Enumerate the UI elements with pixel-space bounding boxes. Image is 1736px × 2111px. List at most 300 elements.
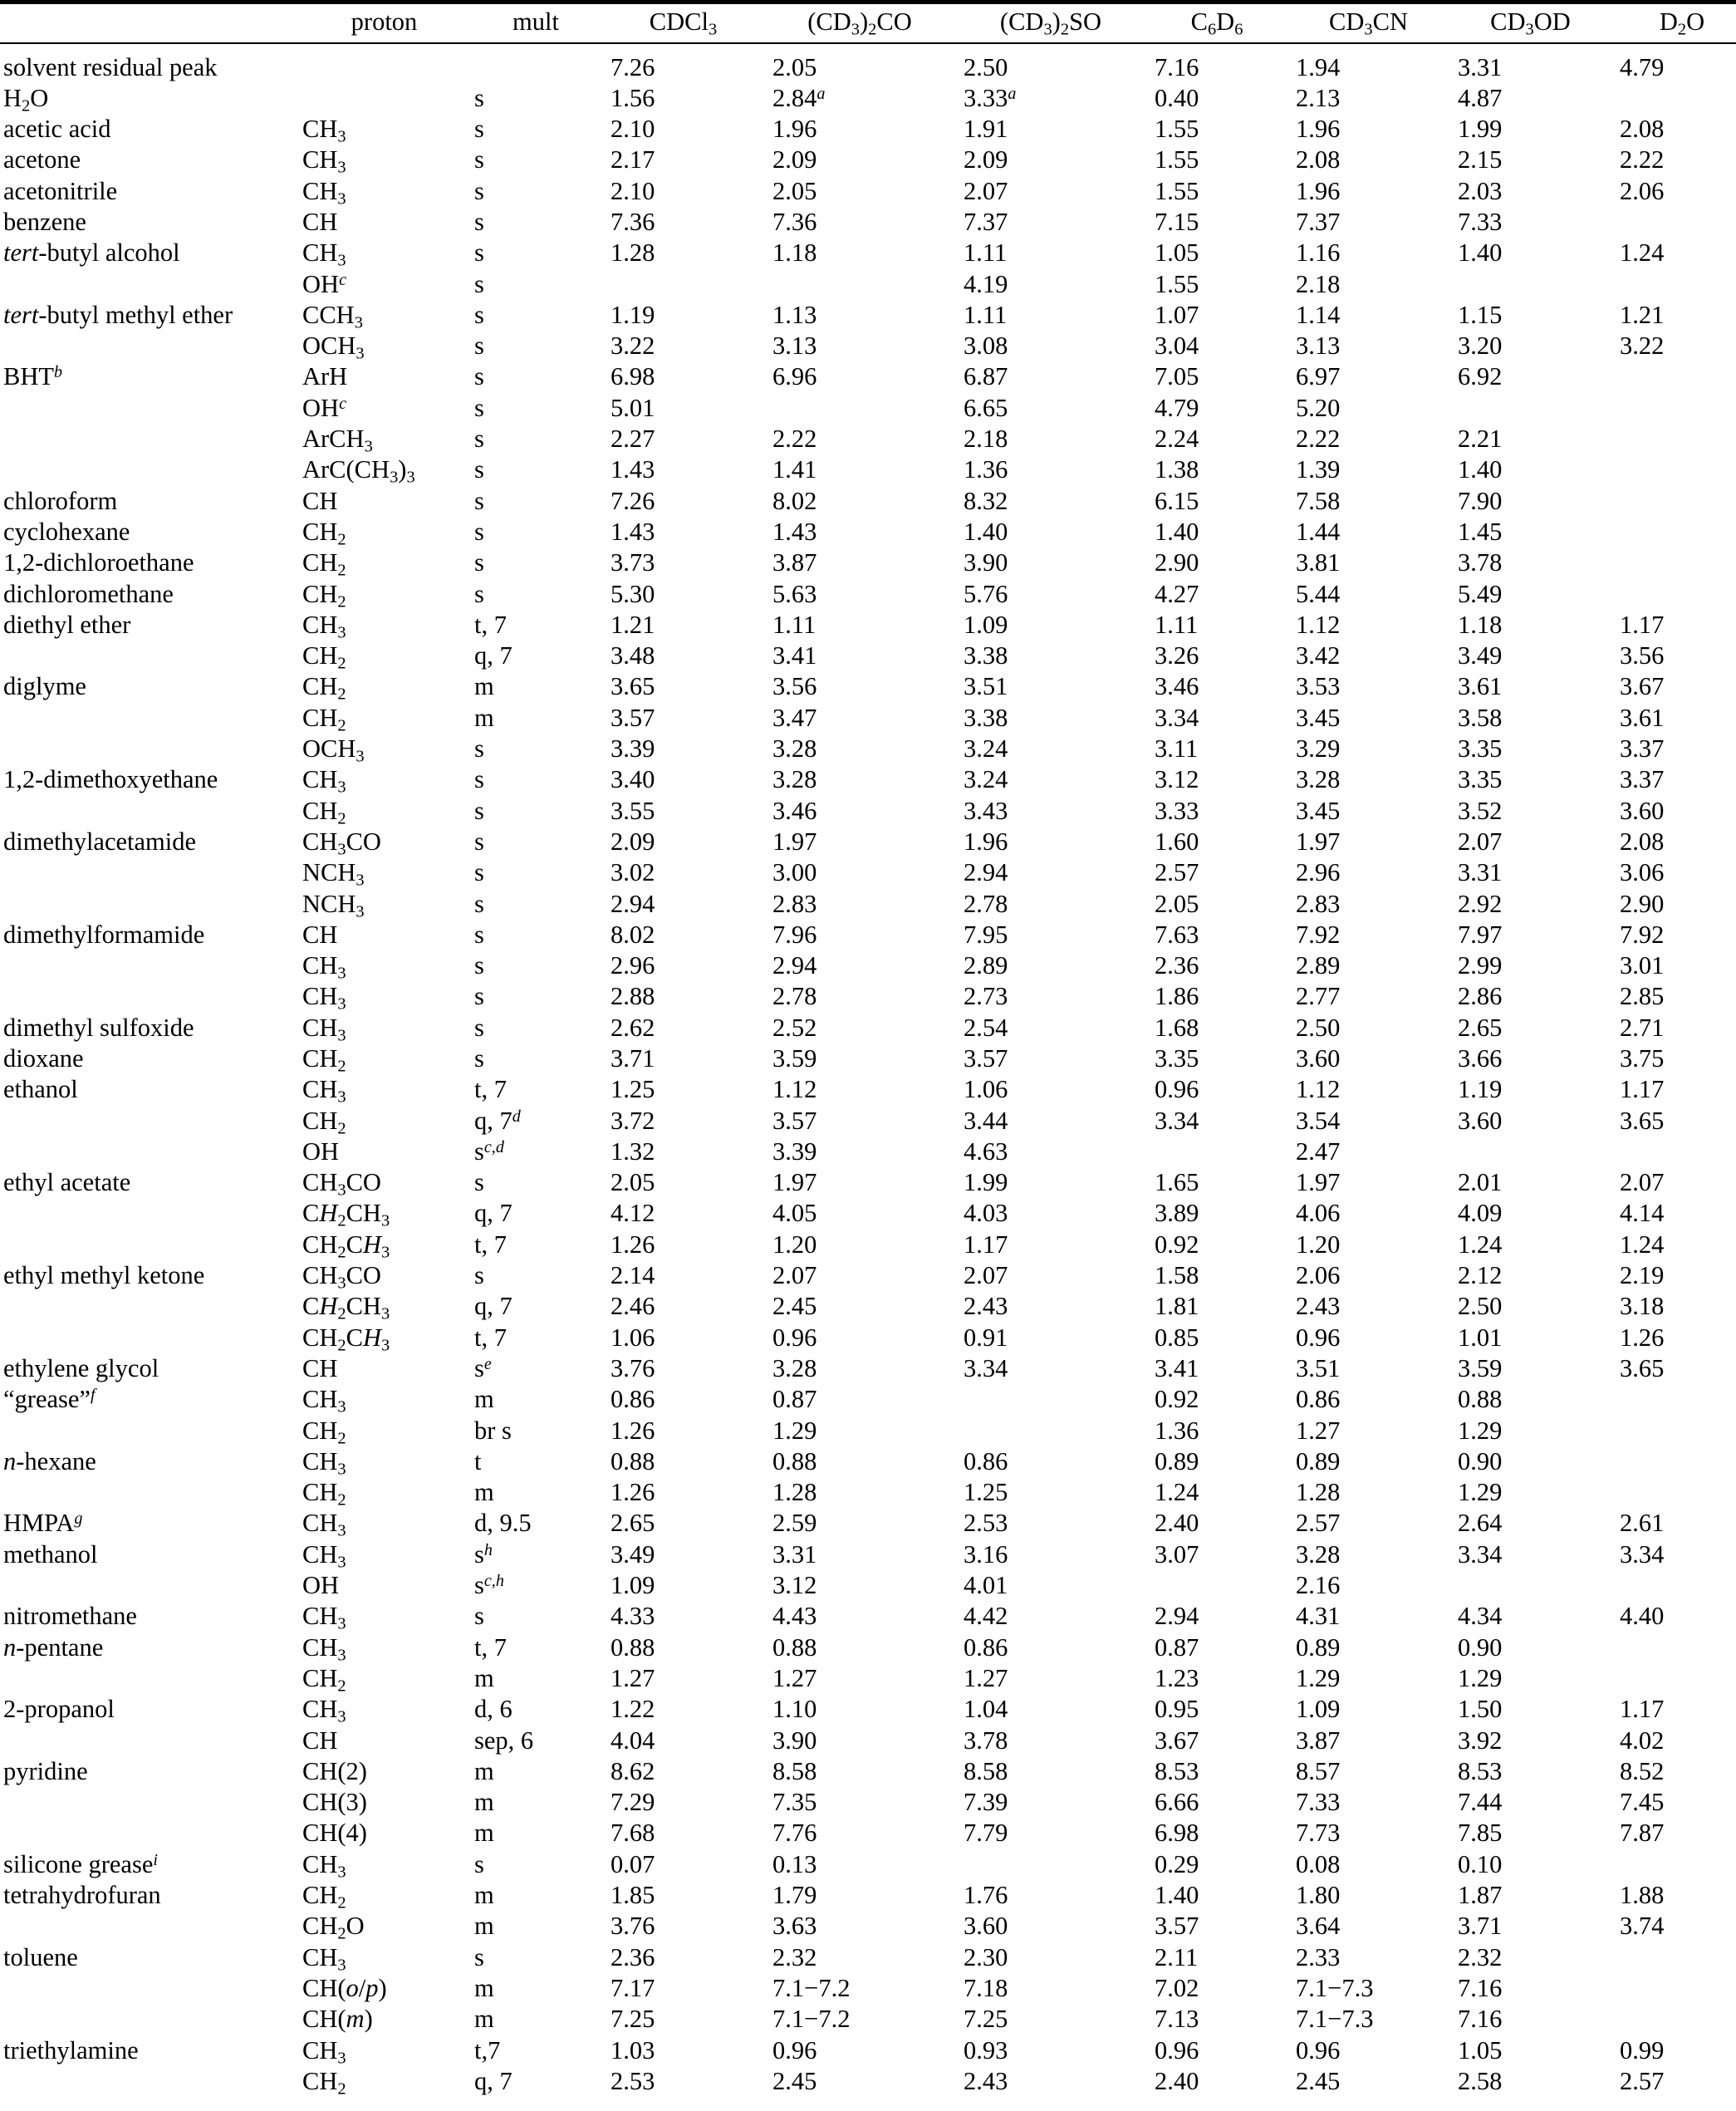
table-row bbox=[0, 767, 1736, 798]
cell-shift-cd32so: 1.96 bbox=[964, 827, 1008, 856]
cell-shift-cd32so: 1.11 bbox=[964, 300, 1008, 329]
cell-shift-d2o: 2.06 bbox=[1620, 176, 1665, 205]
cell-shift-d2o: 4.79 bbox=[1620, 52, 1665, 81]
cell-proton: $CH_3CO$ bbox=[302, 1168, 381, 1200]
cell-proton: $CH_2$ bbox=[302, 517, 346, 549]
column-header-compound bbox=[0, 4, 299, 43]
cell-shift-cd3od: 2.58 bbox=[1458, 2066, 1503, 2095]
cell-shift-cd3cn: 3.60 bbox=[1296, 1044, 1341, 1073]
cell-compound bbox=[0, 1232, 299, 1263]
cell-shift-cd32so: 1.06 bbox=[964, 1075, 1008, 1104]
cell-shift-cd32so: 1.17 bbox=[964, 1230, 1008, 1259]
cell-shift-cd32so: 4.19 bbox=[964, 269, 1008, 298]
cell-shift-c6d6: 7.15 bbox=[1155, 207, 1199, 236]
table-row bbox=[0, 1170, 1736, 1200]
cell-shift-c6d6: 0.29 bbox=[1155, 1849, 1199, 1878]
cell-shift-cdcl3: 2.96 bbox=[611, 951, 655, 980]
cell-shift-cd3cn: 1.09 bbox=[1296, 1695, 1341, 1724]
cell-shift-c6d6: 2.24 bbox=[1155, 425, 1199, 454]
cell-shift-cd32co: 3.28 bbox=[772, 734, 817, 763]
cell-shift-cd32so: 7.79 bbox=[964, 1819, 1008, 1848]
cell-shift-cdcl3: 0.07 bbox=[611, 1849, 655, 1878]
cell-compound bbox=[0, 395, 299, 426]
cell-shift-cd3od: 3.31 bbox=[1458, 858, 1503, 887]
cell-shift-c6d6: 1.65 bbox=[1155, 1168, 1199, 1197]
cell-compound: benzene bbox=[3, 207, 86, 236]
cell-shift-cd32co: 1.20 bbox=[772, 1230, 817, 1259]
cell-shift-d2o bbox=[1611, 2006, 1736, 2037]
cell-shift-cd32co: 0.96 bbox=[772, 1323, 817, 1352]
cell-shift-cdcl3: 7.29 bbox=[611, 1788, 655, 1817]
table-row bbox=[0, 488, 1736, 519]
cell-proton: ArCH$_3$ bbox=[302, 425, 373, 456]
cell-proton: $OH^c$ bbox=[302, 269, 346, 298]
cell-shift-d2o: 0.99 bbox=[1620, 2035, 1665, 2064]
cell-shift-cd3cn: 1.97 bbox=[1296, 1168, 1341, 1197]
cell-multiplicity: s bbox=[474, 889, 484, 918]
cell-shift-cd32co: 7.1−7.2 bbox=[772, 2005, 851, 2034]
cell-shift-c6d6: 3.33 bbox=[1155, 796, 1199, 825]
cell-shift-c6d6: 1.55 bbox=[1155, 145, 1199, 174]
cell-compound bbox=[0, 1325, 299, 1356]
cell-shift-cd3cn: 3.28 bbox=[1296, 765, 1341, 794]
cell-shift-c6d6: 1.58 bbox=[1155, 1261, 1199, 1290]
cell-shift-cd32co: 3.39 bbox=[772, 1137, 817, 1166]
table-row bbox=[0, 1108, 1736, 1139]
cell-shift-cd3cn: 0.89 bbox=[1296, 1446, 1341, 1475]
cell-shift-d2o bbox=[1611, 1480, 1736, 1510]
cell-shift-cd3cn: 5.44 bbox=[1296, 579, 1341, 608]
cell-shift-cd3cn: 0.86 bbox=[1296, 1385, 1341, 1414]
cell-shift-cd32co: 3.63 bbox=[772, 1912, 817, 1941]
table-row bbox=[0, 1820, 1736, 1851]
cell-shift-cdcl3: 3.02 bbox=[611, 858, 655, 887]
cell-proton: CH(3) bbox=[302, 1788, 367, 1817]
cell-shift-cd3od: 2.03 bbox=[1458, 176, 1503, 205]
cell-shift-d2o bbox=[1611, 1976, 1736, 2006]
cell-proton: $CH_3$ bbox=[302, 1075, 346, 1107]
cell-shift-c6d6 bbox=[1146, 1139, 1287, 1170]
cell-shift-cd32so: 3.16 bbox=[964, 1539, 1008, 1569]
table-row bbox=[0, 1666, 1736, 1696]
table-row bbox=[0, 333, 1736, 364]
cell-multiplicity: m bbox=[474, 1663, 494, 1692]
cell-shift-cd32co bbox=[764, 272, 955, 302]
cell-shift-d2o: 2.08 bbox=[1620, 115, 1665, 144]
cell-shift-cd32so: 3.34 bbox=[964, 1353, 1008, 1382]
cell-shift-d2o bbox=[1611, 457, 1736, 488]
cell-compound: ethylene glycol bbox=[3, 1353, 159, 1382]
cell-shift-d2o: 1.21 bbox=[1620, 300, 1665, 329]
cell-shift-cd32co: 2.05 bbox=[772, 176, 817, 205]
cell-shift-c6d6: 2.05 bbox=[1155, 889, 1199, 918]
cell-proton: $CH_3$ bbox=[302, 115, 346, 146]
cell-shift-cd3cn: 2.57 bbox=[1296, 1509, 1341, 1538]
cell-shift-cdcl3: 1.25 bbox=[611, 1075, 655, 1104]
cell-compound: BHT$^b$ bbox=[3, 362, 63, 391]
cell-multiplicity: s bbox=[474, 1044, 484, 1073]
column-header-row bbox=[0, 4, 1736, 43]
cell-shift-d2o bbox=[1611, 209, 1736, 240]
cell-shift-cdcl3: 1.27 bbox=[611, 1663, 655, 1692]
cell-shift-c6d6: 7.13 bbox=[1155, 2005, 1199, 2034]
cell-multiplicity: m bbox=[474, 1788, 494, 1817]
cell-shift-cd3cn: 7.73 bbox=[1296, 1819, 1341, 1848]
cell-compound: pyridine bbox=[3, 1756, 88, 1785]
cell-shift-cd3od: 1.40 bbox=[1458, 238, 1503, 268]
cell-shift-cdcl3: 1.22 bbox=[611, 1695, 655, 1724]
cell-compound: ethyl methyl ketone bbox=[3, 1261, 205, 1290]
cell-shift-cdcl3: 2.53 bbox=[611, 2066, 655, 2095]
cell-multiplicity: d, 9.5 bbox=[474, 1509, 532, 1538]
cell-shift-c6d6: 0.89 bbox=[1155, 1446, 1199, 1475]
cell-shift-c6d6: 2.36 bbox=[1155, 951, 1199, 980]
cell-shift-cd32co: 7.96 bbox=[772, 920, 817, 949]
table-row bbox=[0, 922, 1736, 953]
cell-shift-cd32so: 2.43 bbox=[964, 2066, 1008, 2095]
cell-shift-d2o: 7.87 bbox=[1620, 1819, 1665, 1848]
cell-shift-cd32so: 1.76 bbox=[964, 1881, 1008, 1910]
cell-shift-cd3od: 3.31 bbox=[1458, 52, 1503, 81]
table-row bbox=[0, 1573, 1736, 1603]
cell-shift-cdcl3: 3.22 bbox=[611, 331, 655, 361]
cell-shift-cd32so: 3.57 bbox=[964, 1044, 1008, 1073]
cell-shift-cd32co: 3.12 bbox=[772, 1571, 817, 1600]
cell-multiplicity: s bbox=[474, 486, 484, 515]
cell-shift-c6d6: 3.89 bbox=[1155, 1199, 1199, 1228]
cell-shift-cd3od: 0.10 bbox=[1458, 1849, 1503, 1878]
cell-multiplicity: t, 7 bbox=[474, 1230, 507, 1259]
cell-shift-cd32co: 8.58 bbox=[772, 1756, 817, 1785]
cell-shift-c6d6 bbox=[1146, 1573, 1287, 1603]
cell-shift-c6d6: 3.35 bbox=[1155, 1044, 1199, 1073]
cell-shift-cdcl3: 8.02 bbox=[611, 920, 655, 949]
cell-shift-cdcl3: 7.17 bbox=[611, 1973, 655, 2002]
cell-shift-cd3od: 3.20 bbox=[1458, 331, 1503, 361]
table-row bbox=[0, 736, 1736, 767]
cell-multiplicity: m bbox=[474, 2005, 494, 2034]
cell-shift-cd3od: 1.40 bbox=[1458, 455, 1503, 484]
cell-shift-cd3cn: 3.42 bbox=[1296, 641, 1341, 670]
cell-shift-cd3cn: 1.12 bbox=[1296, 1075, 1341, 1104]
cell-shift-cd3cn: 2.96 bbox=[1296, 858, 1341, 887]
cell-shift-cd32so: 2.09 bbox=[964, 145, 1008, 174]
cell-multiplicity: s bbox=[474, 425, 484, 454]
cell-multiplicity: s bbox=[474, 455, 484, 484]
cell-shift-cdcl3: 0.86 bbox=[611, 1385, 655, 1414]
cell-multiplicity: q, 7$^d$ bbox=[474, 1106, 521, 1135]
cell-shift-cd3cn: 3.13 bbox=[1296, 331, 1341, 361]
cell-shift-cd32co: 3.00 bbox=[772, 858, 817, 887]
cell-shift-cdcl3: 7.25 bbox=[611, 2005, 655, 2034]
cell-shift-cd3cn: 1.29 bbox=[1296, 1663, 1341, 1692]
cell-shift-cdcl3: 2.17 bbox=[611, 145, 655, 174]
cell-compound: silicone grease$^i$ bbox=[3, 1849, 158, 1878]
cell-shift-cd3cn: 1.96 bbox=[1296, 115, 1341, 144]
cell-shift-d2o: 3.18 bbox=[1620, 1292, 1665, 1321]
cell-shift-cd3od: 3.66 bbox=[1458, 1044, 1503, 1073]
cell-proton: $CH_2$ bbox=[302, 1478, 346, 1510]
cell-compound: methanol bbox=[3, 1539, 98, 1569]
cell-shift-cdcl3: 0.88 bbox=[611, 1446, 655, 1475]
cell-shift-cd3cn: 2.13 bbox=[1296, 83, 1341, 112]
cell-shift-cd3cn: 1.28 bbox=[1296, 1478, 1341, 1507]
cell-shift-d2o: 1.24 bbox=[1620, 238, 1665, 268]
cell-shift-c6d6: 1.55 bbox=[1155, 176, 1199, 205]
cell-shift-cd32so: 4.63 bbox=[964, 1137, 1008, 1166]
cell-multiplicity: s bbox=[474, 734, 484, 763]
cell-shift-cd3cn: 1.39 bbox=[1296, 455, 1341, 484]
cell-shift-cdcl3: 3.49 bbox=[611, 1539, 655, 1569]
table-row bbox=[0, 272, 1736, 302]
cell-compound bbox=[0, 1418, 299, 1449]
cell-shift-cd32co bbox=[764, 395, 955, 426]
cell-shift-cd32co: 3.31 bbox=[772, 1539, 817, 1569]
cell-shift-c6d6: 1.11 bbox=[1155, 610, 1199, 639]
cell-shift-cd32so: 5.76 bbox=[964, 579, 1008, 608]
cell-shift-d2o: 3.37 bbox=[1620, 734, 1665, 763]
cell-shift-cd32so: 8.58 bbox=[964, 1756, 1008, 1785]
cell-shift-cd3od: 1.29 bbox=[1458, 1416, 1503, 1445]
cell-shift-d2o bbox=[1611, 364, 1736, 395]
cell-shift-d2o: 1.17 bbox=[1620, 1075, 1665, 1104]
column-header-solvent-methanol-d4: $CD_3OD$ bbox=[1449, 4, 1611, 43]
cell-multiplicity: m bbox=[474, 1973, 494, 2002]
cell-shift-cd32so: 4.01 bbox=[964, 1571, 1008, 1600]
cell-shift-cd3cn: 0.96 bbox=[1296, 2035, 1341, 2064]
cell-shift-cd3od: 3.78 bbox=[1458, 548, 1503, 577]
cell-proton: CH(m) bbox=[302, 2005, 373, 2034]
cell-shift-cdcl3: 3.71 bbox=[611, 1044, 655, 1073]
cell-multiplicity: t, 7 bbox=[474, 1075, 507, 1104]
cell-shift-c6d6: 2.40 bbox=[1155, 2066, 1199, 2095]
cell-shift-cd3cn: 2.50 bbox=[1296, 1013, 1341, 1042]
cell-proton: $CH_3$ bbox=[302, 176, 346, 208]
cell-proton: OH bbox=[302, 1571, 340, 1600]
cell-shift-cd32so bbox=[955, 1418, 1146, 1449]
cell-shift-cd32so: 7.95 bbox=[964, 920, 1008, 949]
cell-shift-cd3od bbox=[1449, 395, 1611, 426]
cell-proton: $CH_3$ bbox=[302, 765, 346, 797]
table-header bbox=[0, 2, 1736, 43]
cell-proton: $CH_2$ bbox=[302, 1106, 346, 1137]
cell-shift-cd3cn: 3.51 bbox=[1296, 1353, 1341, 1382]
table-row bbox=[0, 147, 1736, 178]
cell-compound: diethyl ether bbox=[3, 610, 131, 639]
cell-shift-cd3od: 3.61 bbox=[1458, 672, 1503, 701]
cell-multiplicity: s bbox=[474, 796, 484, 825]
cell-shift-d2o bbox=[1611, 1666, 1736, 1696]
cell-multiplicity: q, 7 bbox=[474, 2066, 512, 2095]
cell-proton bbox=[299, 86, 469, 116]
table-row bbox=[0, 2038, 1736, 2069]
cell-shift-cdcl3: 2.36 bbox=[611, 1942, 655, 1971]
table-row bbox=[0, 1789, 1736, 1820]
cell-shift-cd3cn: 2.77 bbox=[1296, 982, 1341, 1011]
cell-shift-cd3od: 2.99 bbox=[1458, 951, 1503, 980]
cell-shift-cd3cn: 2.47 bbox=[1296, 1137, 1341, 1166]
cell-multiplicity: s bbox=[474, 765, 484, 794]
cell-shift-d2o: 2.85 bbox=[1620, 982, 1665, 1011]
cell-shift-cd32co: 1.10 bbox=[772, 1695, 817, 1724]
cell-shift-cd3od: 2.21 bbox=[1458, 425, 1503, 454]
column-header-mult: mult bbox=[469, 4, 602, 43]
cell-proton: $CH_3$ bbox=[302, 982, 346, 1014]
cell-compound: dimethylacetamide bbox=[3, 827, 197, 856]
cell-shift-cd32so: 3.44 bbox=[964, 1106, 1008, 1135]
cell-compound: ethanol bbox=[3, 1075, 78, 1104]
cell-shift-c6d6: 1.55 bbox=[1155, 115, 1199, 144]
cell-shift-cd32so: 2.07 bbox=[964, 176, 1008, 205]
cell-shift-cdcl3: 2.27 bbox=[611, 425, 655, 454]
cell-multiplicity: s bbox=[474, 1013, 484, 1042]
cell-compound: nitromethane bbox=[3, 1602, 137, 1631]
cell-compound bbox=[0, 860, 299, 891]
cell-shift-d2o bbox=[1611, 488, 1736, 519]
cell-shift-c6d6: 0.40 bbox=[1155, 83, 1199, 112]
cell-compound bbox=[0, 1200, 299, 1231]
cell-shift-d2o bbox=[1611, 1418, 1736, 1449]
cell-compound bbox=[0, 426, 299, 457]
cell-shift-d2o: 4.14 bbox=[1620, 1199, 1665, 1228]
cell-proton: CH bbox=[302, 920, 338, 949]
cell-multiplicity: t bbox=[474, 1446, 482, 1475]
table-row bbox=[0, 1046, 1736, 1077]
table-row bbox=[0, 302, 1736, 333]
cell-multiplicity: s bbox=[474, 393, 484, 422]
column-header-solvent-acetone-d6: $(CD_3)_2CO$ bbox=[764, 4, 955, 43]
cell-shift-cdcl3: 1.26 bbox=[611, 1230, 655, 1259]
cell-shift-d2o bbox=[1611, 1449, 1736, 1480]
cell-shift-cd3od bbox=[1449, 1139, 1611, 1170]
cell-shift-cd32co: 3.57 bbox=[772, 1106, 817, 1135]
cell-shift-c6d6: 0.87 bbox=[1155, 1632, 1199, 1662]
cell-proton: $CH_2CH_3$ bbox=[302, 1323, 390, 1354]
cell-shift-cd3cn: 2.83 bbox=[1296, 889, 1341, 918]
cell-proton: $CH_2$ bbox=[302, 548, 346, 580]
cell-shift-cd32co: 2.59 bbox=[772, 1509, 817, 1538]
cell-shift-cd3od: 4.34 bbox=[1458, 1602, 1503, 1631]
cell-multiplicity: m bbox=[474, 1756, 494, 1785]
cell-compound: acetonitrile bbox=[3, 176, 118, 205]
cell-shift-cd32co: 7.35 bbox=[772, 1788, 817, 1817]
cell-shift-cd32so: 3.08 bbox=[964, 331, 1008, 361]
cell-shift-cd3cn: 2.22 bbox=[1296, 425, 1341, 454]
cell-shift-d2o: 3.34 bbox=[1620, 1539, 1665, 1569]
cell-shift-d2o bbox=[1611, 395, 1736, 426]
cell-shift-cdcl3: 1.32 bbox=[611, 1137, 655, 1166]
cell-shift-cd3cn: 7.58 bbox=[1296, 486, 1341, 515]
cell-shift-cd3od: 7.97 bbox=[1458, 920, 1503, 949]
cell-shift-c6d6: 3.11 bbox=[1155, 734, 1199, 763]
cell-shift-cdcl3: 1.26 bbox=[611, 1416, 655, 1445]
cell-shift-cd3od: 1.05 bbox=[1458, 2035, 1503, 2064]
cell-shift-cdcl3: 2.09 bbox=[611, 827, 655, 856]
cell-shift-cd32co: 2.83 bbox=[772, 889, 817, 918]
cell-shift-cdcl3: 4.12 bbox=[611, 1199, 655, 1228]
cell-shift-cd3od: 3.35 bbox=[1458, 734, 1503, 763]
cell-shift-cdcl3: 1.43 bbox=[611, 517, 655, 546]
table-row bbox=[0, 1294, 1736, 1324]
cell-shift-cdcl3: 3.65 bbox=[611, 672, 655, 701]
cell-shift-cd32co: 7.76 bbox=[772, 1819, 817, 1848]
cell-shift-d2o: 4.40 bbox=[1620, 1602, 1665, 1631]
cell-shift-cd3od: 1.50 bbox=[1458, 1695, 1503, 1724]
cell-compound bbox=[0, 272, 299, 302]
cell-shift-cd3od: 7.16 bbox=[1458, 2005, 1503, 2034]
cell-shift-cd3cn: 0.89 bbox=[1296, 1632, 1341, 1662]
cell-shift-cd32so bbox=[955, 1852, 1146, 1883]
cell-shift-c6d6: 7.63 bbox=[1155, 920, 1199, 949]
table-row bbox=[0, 395, 1736, 426]
cell-shift-cd3cn: 5.20 bbox=[1296, 393, 1341, 422]
cell-shift-cdcl3: 1.19 bbox=[611, 300, 655, 329]
cell-compound bbox=[0, 457, 299, 488]
cell-shift-cd3od: 1.29 bbox=[1458, 1478, 1503, 1507]
cell-shift-c6d6: 3.34 bbox=[1155, 703, 1199, 732]
cell-shift-cd32co: 1.79 bbox=[772, 1881, 817, 1910]
cell-shift-cdcl3: 2.05 bbox=[611, 1168, 655, 1197]
cell-shift-cd3od: 7.44 bbox=[1458, 1788, 1503, 1817]
cell-compound: $H_2O$ bbox=[3, 83, 49, 115]
table-row bbox=[0, 1542, 1736, 1573]
column-header-proton: proton bbox=[299, 4, 469, 43]
cell-shift-cd3od: 3.59 bbox=[1458, 1353, 1503, 1382]
table-row bbox=[0, 798, 1736, 829]
cell-multiplicity: s bbox=[474, 115, 484, 144]
cell-proton: $CH_3$ bbox=[302, 1942, 346, 1974]
cell-multiplicity: q, 7 bbox=[474, 641, 512, 670]
cell-shift-cd32co: 2.84$^a$ bbox=[772, 83, 826, 112]
table-row bbox=[0, 984, 1736, 1014]
cell-multiplicity: sep, 6 bbox=[474, 1726, 534, 1755]
cell-shift-cd32so: 1.11 bbox=[964, 238, 1008, 268]
cell-multiplicity: m bbox=[474, 1385, 494, 1414]
cell-shift-cd32co: 2.78 bbox=[772, 982, 817, 1011]
cell-shift-cd3od: 0.90 bbox=[1458, 1632, 1503, 1662]
table-body bbox=[0, 43, 1736, 2100]
cell-multiplicity: s bbox=[474, 827, 484, 856]
cell-proton: $CH_3$ bbox=[302, 145, 346, 177]
cell-compound: cyclohexane bbox=[3, 517, 130, 546]
cell-shift-cd32so: 0.93 bbox=[964, 2035, 1008, 2064]
cell-shift-d2o: 3.01 bbox=[1620, 951, 1665, 980]
cell-shift-cd3cn: 7.1−7.3 bbox=[1296, 2005, 1374, 2034]
cell-shift-cdcl3: 4.04 bbox=[611, 1726, 655, 1755]
cell-compound: tert-butyl methyl ether bbox=[3, 300, 233, 329]
cell-multiplicity: s bbox=[474, 1849, 484, 1878]
cell-shift-cd3cn: 2.08 bbox=[1296, 145, 1341, 174]
cell-shift-cdcl3: 2.10 bbox=[611, 176, 655, 205]
cell-shift-cdcl3: 5.30 bbox=[611, 579, 655, 608]
table-row bbox=[0, 1139, 1736, 1170]
cell-shift-cd3od: 6.92 bbox=[1458, 362, 1503, 391]
cell-shift-cd32co: 1.97 bbox=[772, 1168, 817, 1197]
column-header-solvent-d2o: $D_2O$ bbox=[1611, 4, 1736, 43]
cell-proton: $CH_3$ bbox=[302, 1695, 346, 1726]
table-row bbox=[0, 1759, 1736, 1789]
cell-shift-cd3cn: 7.33 bbox=[1296, 1788, 1341, 1817]
cell-multiplicity: s bbox=[474, 1602, 484, 1631]
cell-compound: HMPA$^g$ bbox=[3, 1509, 83, 1538]
cell-shift-cd32co: 3.56 bbox=[772, 672, 817, 701]
cell-shift-d2o: 3.61 bbox=[1620, 703, 1665, 732]
cell-shift-c6d6: 1.36 bbox=[1155, 1416, 1199, 1445]
cell-shift-cd3od: 2.32 bbox=[1458, 1942, 1503, 1971]
table-row bbox=[0, 891, 1736, 922]
cell-proton: $CH_2CH_3$ bbox=[302, 1292, 390, 1323]
cell-shift-cd3od: 4.87 bbox=[1458, 83, 1503, 112]
